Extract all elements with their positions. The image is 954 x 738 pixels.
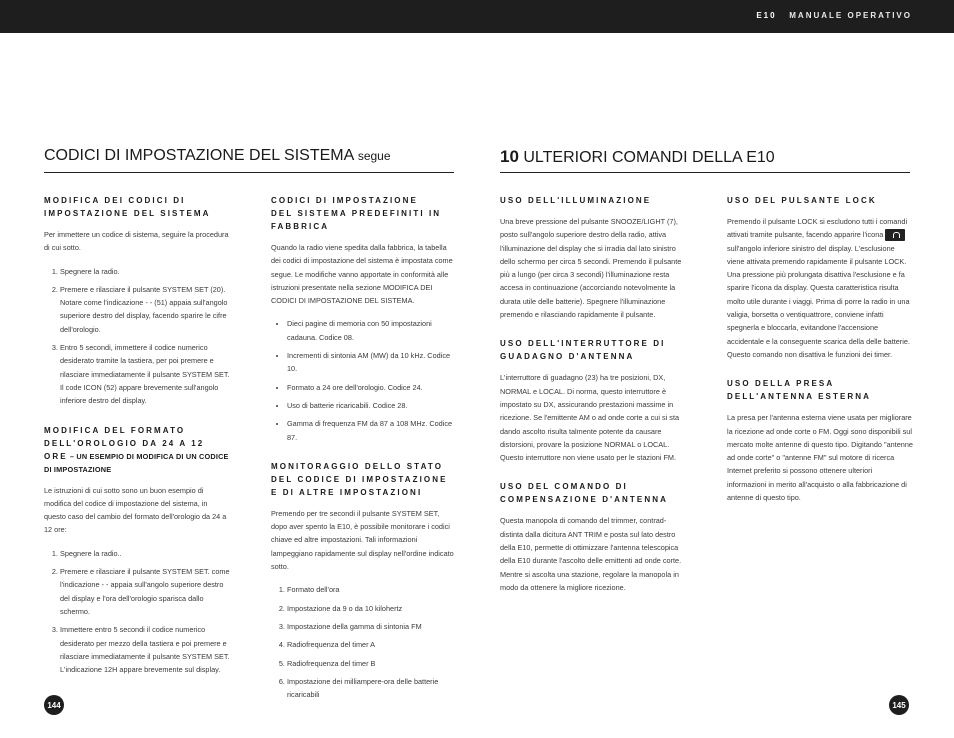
- heading-line: IMPOSTAZIONE DEL SISTEMA: [44, 209, 211, 218]
- list-item: 3. Immettere entro 5 secondi il codice numerico desiderato per mezzo della tastiera e poi premere e rilasciare immediatamente il pulsante SYSTEM SET. L'indicazione 12H appare brevemente sul display.: [60, 623, 230, 676]
- page-number-right: 145: [889, 695, 909, 715]
- heading-line: FABBRICA: [271, 222, 330, 231]
- right-section-title: [500, 147, 775, 167]
- heading-line: DELL'ANTENNA ESTERNA: [727, 392, 872, 402]
- list-item: 3. Entro 5 secondi, immettere il codice numerico desiderato tramite la tastiera, per poi premere e rilasciare immediatamente il pulsante SYSTEM SET. Il code ICON (52) appare brevemente sull'angolo inferiore destro del display.: [60, 341, 230, 407]
- heading-line: COMPENSAZIONE D'ANTENNA: [500, 495, 668, 505]
- list-item: 1. Formato dell'ora: [287, 583, 457, 596]
- paragraph: Una breve pressione del pulsante SNOOZE/LIGHT (7), posto sull'angolo superiore destro della radio, attiva l'illuminazione del display che si irradia dal lato sinistro dello schermo per circa 5 secondi. Premendo il pulsante più a lungo (per circa 3 secondi) l'illuminazione resta accesa in continuazione (accorciando notevolmente la durata utile delle batterie). Spegnere l'illuminazione premendo e rilasciando rapidamente il pulsante.: [500, 217, 682, 320]
- list-item: • Gamma di frequenza FM da 87 a 108 MHz. Codice 87.: [287, 417, 457, 444]
- list-item: • Incrementi di sintonia AM (MW) da 10 kHz. Codice 10.: [287, 349, 457, 376]
- heading-codici-predefiniti: [271, 194, 457, 233]
- heading-line: DEL CODICE DI IMPOSTAZIONE: [271, 474, 448, 484]
- heading-line: MODIFICA DEI CODICI DI: [44, 196, 186, 205]
- heading-line: USO DEL PULSANTE LOCK: [727, 196, 877, 205]
- list-item: • Formato a 24 ore dell'orologio. Codice 24.: [287, 381, 457, 394]
- list-item: 2. Impostazione da 9 o da 10 kilohertz: [287, 602, 457, 615]
- heading-line: E DI ALTRE IMPOSTAZIONI: [271, 487, 423, 497]
- heading-line: DELL'OROLOGIO DA 24 A 12: [44, 438, 205, 448]
- list-item: 1. Spegnere la radio.: [60, 265, 230, 278]
- heading-presa-antenna: [727, 377, 913, 403]
- column-1: [44, 194, 230, 686]
- paragraph-text: sull'angolo inferiore sinistro del display. L'esclusione viene attivata premendo rapidamente il pulsante LOCK. Una pressione più prolungata disattiva l'esclusione e fa sparire l'icona da display. Questa caratteristica risulta molto utile durante i viaggi. Prima di porre la radio in una valigia, borsetta o ventiquattrore, conviene infatti spegnerla e bloccarla, evitandone l'accensione accidentale e la conseguente scarica della delle batterie. Questo comando non disattiva le funzioni dei timer.: [727, 243, 910, 359]
- column-2: [271, 194, 457, 711]
- header-bar: [0, 0, 954, 33]
- heading-modifica-formato: [44, 424, 230, 476]
- heading-line: CODICI DI IMPOSTAZIONE: [271, 196, 418, 205]
- column-4: [727, 194, 913, 514]
- heading-line: USO DEL COMANDO DI: [500, 482, 628, 492]
- paragraph: Premendo per tre secondi il pulsante SYSTEM SET, dopo aver spento la E10, è possibile monitorare i codici chiave ed altre impostazioni. Tali informazioni lampeggiano rapidamente sul display nell'ordine indicato sotto.: [271, 508, 454, 572]
- paragraph-text: Premendo il pulsante LOCK si escludono tutti i comandi attivati tramite pulsante, facendo apparire l'icona: [727, 217, 908, 240]
- steps-list: [44, 547, 230, 677]
- paragraph: Questa manopola di comando del trimmer, contrad-distinta dalla dicitura ANT TRIM e posta sul lato destro della E10, permette di ottimizzare l'antenna telescopica della E10 durante l'ascolto delle emittenti ad onde corte. Mentre si ascolta una stazione, regolare la manopola in modo da ottenere la migliore ricezione.: [500, 516, 682, 592]
- heading-line: GUADAGNO D'ANTENNA: [500, 352, 635, 362]
- list-item: 1. Spegnere la radio..: [60, 547, 230, 560]
- paragraph: [727, 215, 913, 361]
- manual-title: MANUALE OPERATIVO: [789, 11, 912, 20]
- heading-line: MODIFICA DEL FORMATO: [44, 425, 186, 435]
- heading-line: DEL SISTEMA PREDEFINITI IN: [271, 209, 442, 218]
- list-item: 5. Radiofrequenza del timer B: [287, 657, 457, 670]
- heading-monitoraggio: [271, 460, 457, 499]
- list-item: 2. Premere e rilasciare il pulsante SYSTEM SET (20). Notare come l'indicazione - - (51) appaia sull'angolo superiore destro del display, facendo sparire le cifre dell'orologio.: [60, 283, 230, 336]
- list-item: 4. Radiofrequenza del timer A: [287, 638, 457, 651]
- left-title-rule: [44, 172, 454, 173]
- steps-list: [44, 265, 230, 408]
- heading-compensazione: [500, 480, 686, 506]
- right-title-text: ULTERIORI COMANDI DELLA E10: [523, 149, 775, 166]
- heading-line: USO DELL'INTERRUTTORE DI: [500, 339, 666, 349]
- bullet-list: [271, 317, 457, 443]
- paragraph: Per immettere un codice di sistema, seguire la procedura di cui sotto.: [44, 230, 229, 253]
- paragraph: L'interruttore di guadagno (23) ha tre posizioni, DX, NORMAL e LOCAL. Di norma, questo interruttore è impostato su DX, assicurando prestazioni massime in ricezione. Se l'emittente AM o ad onde corte a cui si sta dando ascolto risulta talmente potente da causare distorsioni, provare la posizione NORMAL o LOCAL. Questo interruttore non viene usato per le stazioni FM.: [500, 373, 680, 463]
- heading-guadagno: [500, 337, 686, 363]
- heading-modifica-codici: [44, 194, 230, 220]
- right-title-rule: [500, 172, 910, 173]
- lock-icon: [885, 229, 905, 241]
- left-title-suffix: segue: [357, 149, 391, 163]
- left-section-title: [44, 147, 391, 165]
- running-header: [756, 11, 912, 20]
- column-3: [500, 194, 686, 604]
- list-item: • Uso di batterie ricaricabili. Codice 28.: [287, 399, 457, 412]
- heading-illuminazione: [500, 194, 686, 207]
- left-title-text: CODICI DI IMPOSTAZIONE DEL SISTEMA: [44, 147, 354, 164]
- steps-list: [271, 583, 457, 701]
- list-item: 2. Premere e rilasciare il pulsante SYSTEM SET. come l'indicazione - - appaia sull'angolo superiore destro del display e l'ora dell'orologio sparisca dallo schermo.: [60, 565, 230, 618]
- list-item: 6. Impostazione dei milliampere-ora delle batterie ricaricabili: [287, 675, 457, 702]
- brand-name: E10: [756, 11, 777, 20]
- page-number-left: 144: [44, 695, 64, 715]
- heading-line: ORE: [44, 451, 68, 461]
- heading-line: USO DELLA PRESA: [727, 379, 835, 389]
- heading-line: USO DELL'ILLUMINAZIONE: [500, 196, 652, 205]
- list-item: 3. Impostazione della gamma di sintonia FM: [287, 620, 457, 633]
- heading-lock: [727, 194, 913, 207]
- chapter-number: 10: [500, 147, 519, 166]
- paragraph: Le istruzioni di cui sotto sono un buon esempio di modifica del codice di impostazione del sistema, in questo caso del cambio del formato dell'orologio da 24 a 12 ore:: [44, 485, 227, 535]
- paragraph: Quando la radio viene spedita dalla fabbrica, la tabella dei codici di impostazione del sistema è impostata come segue. Le modifiche vanno apportate in conformità alle istruzioni presentate nella sezione MODIFICA DEI CODICI DI IMPOSTAZIONE DEL SISTEMA.: [271, 243, 453, 306]
- heading-subline: – UN ESEMPIO DI MODIFICA DI UN CODICE DI IMPOSTAZIONE: [44, 451, 229, 474]
- list-item: • Dieci pagine di memoria con 50 impostazioni cadauna. Codice 08.: [287, 317, 457, 344]
- heading-line: MONITORAGGIO DELLO STATO: [271, 461, 444, 471]
- paragraph: La presa per l'antenna esterna viene usata per migliorare la ricezione ad onde corte o FM. Oggi sono disponibili sul mercato molte antenne di questo tipo. Digitando "antenne ad onde corte" o "antenne FM" sul motore di ricerca Internet preferito si possono ottenere ulteriori informazioni in merito all'acquisto o alla fabbricazione di antenne di questo tipo.: [727, 413, 913, 503]
